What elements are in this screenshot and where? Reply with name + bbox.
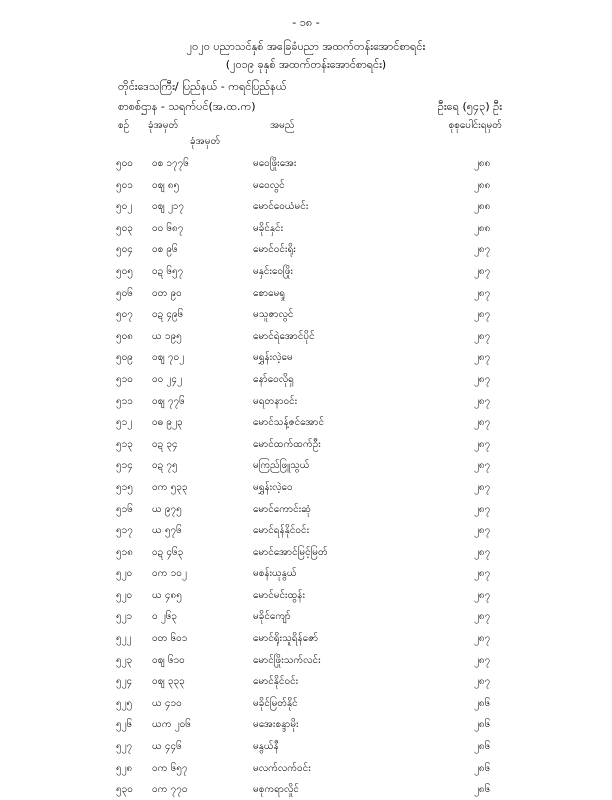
total-marks: ၂၈၇ (474, 330, 491, 342)
candidate-name: မောင်ဝေယံမင်း (253, 201, 309, 213)
total-marks: ၂၈၇ (474, 611, 491, 623)
table-row (0, 778, 612, 800)
candidate-name: မဝေလွင် (253, 179, 285, 191)
table-row (0, 757, 612, 779)
roll-number: ဝက ၇၇၀ (152, 784, 188, 796)
serial-number: ၅၂၂ (116, 633, 132, 645)
roll-number: ဝဈ ၇၇၆ (152, 395, 185, 407)
total-marks: ၂၈၇ (474, 460, 491, 472)
roll-number: ဝစ ၉၆ (152, 244, 178, 256)
candidate-name: မောင်ကောင်းဆုံ (253, 503, 311, 515)
header-name: အမည် (270, 120, 295, 131)
serial-number: ၅၀၉ (116, 352, 133, 364)
serial-number: ၅၀၁ (116, 179, 133, 191)
total-marks: ၂၈၇ (474, 546, 491, 558)
table-row (0, 605, 612, 627)
total-marks: ၂၈၇ (474, 287, 491, 299)
total-marks: ၂၈၆ (474, 697, 491, 709)
table-row (0, 519, 612, 541)
table-row (0, 541, 612, 563)
roll-number: ဝဝ ၂၄၂ (152, 373, 182, 385)
table-row (0, 735, 612, 757)
candidate-name: မရတနာဝင်း (253, 395, 298, 407)
table-row (0, 195, 612, 217)
serial-number: ၅၂၅ (116, 697, 133, 709)
serial-number: ၅၀၂ (116, 201, 133, 213)
serial-number: ၅၁၈ (116, 546, 133, 558)
candidate-name: မောင်ထက်ထက်ဦး (253, 438, 321, 450)
table-row (0, 390, 612, 412)
total-marks: ၂၈၈ (474, 179, 491, 191)
roll-number: ဝဍ ၄၉၆ (152, 309, 184, 321)
total-marks: ၂၈၆ (474, 741, 491, 753)
roll-number: ဝဍ ၄၆၃ (152, 546, 184, 558)
serial-number: ၅၀၄ (116, 244, 133, 256)
table-row (0, 562, 612, 584)
document-subtitle: (၂၀၁၉ ခုနှစ် အထက်တန်းအောင်စာရင်း) (225, 58, 387, 71)
candidate-count: ဦးရေ (၅၄၃) ဦး (437, 100, 502, 113)
serial-number: ၅၁၁ (116, 395, 133, 407)
table-row (0, 649, 612, 671)
candidate-name: မစန်းယုနွယ် (253, 568, 297, 580)
table-row (0, 670, 612, 692)
candidate-name: မအေးစန္ဒာမိုး (253, 719, 299, 731)
roll-number: ဝစ ၁၇၇၆ (152, 158, 189, 169)
roll-number: ယက ၂၀၆ (152, 719, 191, 731)
candidate-name: မောင်ရဲအောင်ပိုင် (253, 330, 315, 342)
total-marks: ၂၈၆ (474, 762, 491, 774)
total-marks: ၂၈၇ (474, 417, 491, 429)
roll-number: ဝတ ၉၀ (152, 287, 182, 299)
serial-number: ၅၂၄ (116, 676, 133, 688)
serial-number: ၅၁၂ (116, 417, 133, 429)
document-title: ၂၀၂၀ ပညာသင်နှစ် အခြေခံပညာ အထက်တန်းအောင်စာရင်း (186, 40, 426, 53)
candidate-name: မလက်လက်ဝင်း (253, 762, 311, 774)
total-marks: ၂၈၇ (474, 525, 491, 537)
roll-number: ဝ ၂၆၃ (152, 611, 177, 623)
candidate-name: မောင်မင်းထွန်း (253, 589, 305, 601)
total-marks: ၂၈၆ (474, 719, 491, 731)
roll-number: ယ ၅၇၆ (152, 525, 182, 537)
candidate-name: မောင်နိုင်ဝင်း (253, 676, 299, 688)
table-row (0, 238, 612, 260)
table-row (0, 454, 612, 476)
table-row (0, 476, 612, 498)
roll-number: ယ ၁၉၅ (152, 330, 182, 342)
table-row (0, 692, 612, 714)
roll-number: ဝက ၅၃၃ (152, 481, 188, 493)
serial-number: ၅၁၄ (116, 460, 133, 472)
serial-number: ၅၀၃ (116, 222, 133, 234)
serial-number: ၅၁၃ (116, 438, 133, 450)
header-serial: စဉ် (118, 120, 130, 131)
total-marks: ၂၈၈ (474, 158, 491, 169)
roll-number: ယ ၄၈၅ (152, 589, 182, 601)
candidate-name: မောင်ဝင်းရိုး (253, 244, 296, 256)
table-row (0, 713, 612, 735)
serial-number: ၅၂၆ (116, 719, 133, 731)
roll-number: ဝဈ ၂၁၇ (152, 201, 184, 213)
total-marks: ၂၈၇ (474, 438, 491, 450)
total-marks: ၂၈၇ (474, 633, 491, 645)
roll-number: ဝဈ ၈၅ (152, 179, 180, 191)
serial-number: ၅၃၀ (116, 784, 133, 796)
roll-number: ဝဈ ၇၀၂ (152, 352, 184, 364)
serial-number: ၅၂၀ (116, 589, 133, 601)
table-row (0, 498, 612, 520)
total-marks: ၂၈၇ (474, 352, 491, 364)
roll-number: ဝက ၁၀၂ (152, 568, 187, 580)
total-marks: ၂၈၇ (474, 654, 491, 666)
total-marks: ၂၈၇ (474, 395, 491, 407)
table-row (0, 152, 612, 174)
candidate-name: မောင်ဖြိုးသက်လင်း (253, 654, 321, 666)
serial-number: ၅၂၈ (116, 762, 133, 774)
table-row (0, 627, 612, 649)
candidate-name: မဝေဖြိုးအေး (253, 158, 297, 169)
total-marks: ၂၈၇ (474, 244, 491, 256)
serial-number: ၅၀၆ (116, 287, 133, 299)
candidate-name: မနှင်းဝေဖြိုး (253, 265, 293, 277)
serial-number: ၅၂၀ (116, 568, 133, 580)
table-row (0, 217, 612, 239)
total-marks: ၂၈၇ (474, 676, 491, 688)
roll-number: ဝဝ ၆၈၇ (152, 222, 184, 234)
roll-number: ယ ၄၄၆ (152, 741, 182, 753)
candidate-name: မောင်အောင်မြင့်မြတ် (253, 546, 328, 558)
serial-number: ၅၀၅ (116, 265, 133, 277)
candidate-name: မခိုင်ကျော် (253, 611, 291, 623)
candidate-name: မောင်ရန်နိုင်ဝင်း (253, 525, 310, 537)
serial-number: ၅၂၁ (116, 611, 133, 623)
table-row (0, 411, 612, 433)
roll-number: ယ ၄၁၀ (152, 697, 182, 709)
results-list (0, 152, 612, 800)
table-row (0, 282, 612, 304)
total-marks: ၂၈၇ (474, 481, 491, 493)
candidate-name: မကြည်ဖြူသွယ် (253, 460, 310, 472)
total-marks: ၂၈၇ (474, 373, 491, 385)
candidate-name: မနွယ်နီ (253, 741, 279, 753)
candidate-name: မသူဇာလွင် (253, 309, 294, 321)
candidate-name: မရွှန်းလဲ့မေ (253, 352, 293, 364)
candidate-name: နော်ဝေလိုရှ (253, 373, 294, 385)
total-marks: ၂၈၇ (474, 265, 491, 277)
header-total-marks: စုစုပေါင်းရမှတ် (448, 120, 502, 131)
total-marks: ၂၈၆ (474, 784, 491, 796)
serial-number: ၅၂၃ (116, 654, 133, 666)
table-row (0, 174, 612, 196)
candidate-name: မစုကရာလှိုင် (253, 784, 299, 796)
total-marks: ၂၈၇ (474, 309, 491, 321)
roll-number: ဝဈ ၃၃၃ (152, 676, 185, 688)
total-marks: ၂၈၈ (474, 201, 491, 213)
table-row (0, 260, 612, 282)
serial-number: ၅၁၅ (116, 481, 133, 493)
candidate-name: မရွှန်းလဲ့ဝေ (253, 481, 293, 493)
roll-number: ဝဈ ၆၁၀ (152, 654, 185, 666)
roll-number: ယ ၉၇၅ (152, 503, 182, 515)
roll-number: ဝဍ ၃၄ (152, 438, 178, 450)
candidate-name: မခိုင်မြတ်နိုင် (253, 697, 298, 709)
table-row (0, 368, 612, 390)
total-marks: ၂၈၇ (474, 568, 491, 580)
header-roll-number-sub: ခုံအမှတ် (190, 136, 221, 147)
candidate-name: စောမေရှု (253, 287, 286, 299)
total-marks: ၂၈၇ (474, 503, 491, 515)
roll-number: ဝဍ ၆၅၇ (152, 265, 184, 277)
roll-number: ဝက ၆၅၇ (152, 762, 188, 774)
total-marks: ၂၈၈ (474, 222, 491, 234)
table-row (0, 303, 612, 325)
serial-number: ၅၀၈ (116, 330, 133, 342)
serial-number: ၅၁၇ (116, 525, 133, 537)
table-row (0, 584, 612, 606)
table-row (0, 433, 612, 455)
serial-number: ၅၂၇ (116, 741, 133, 753)
roll-number: ဝတ ၆၀၁ (152, 633, 188, 645)
roll-number: ဝဍ ၇၅ (152, 460, 178, 472)
serial-number: ၅၀၀ (116, 158, 133, 169)
table-row (0, 346, 612, 368)
roll-number: ဝဓ ၉၂၃ (152, 417, 183, 429)
total-marks: ၂၈၇ (474, 589, 491, 601)
serial-number: ၅၁၆ (116, 503, 133, 515)
region-label: တိုင်းဒေသကြီး/ ပြည်နယ် - ကရင်ပြည်နယ် (118, 80, 287, 93)
serial-number: ၅၁၀ (116, 373, 133, 385)
candidate-name: မောင်သန့်ဇင်အောင် (253, 417, 325, 429)
header-roll-number: ခုံအမှတ် (148, 120, 179, 131)
table-row (0, 325, 612, 347)
page-number: - ၁၈ - (292, 16, 320, 29)
serial-number: ၅၀၇ (116, 309, 133, 321)
exam-center-label: စာစစ်ဌာန - သရက်ပင်(အ.ထ.က) (118, 100, 256, 113)
candidate-name: မောင်ရိုးသူရိန်ဇော် (253, 633, 319, 645)
candidate-name: မခိုင်နှင်း (253, 222, 284, 234)
